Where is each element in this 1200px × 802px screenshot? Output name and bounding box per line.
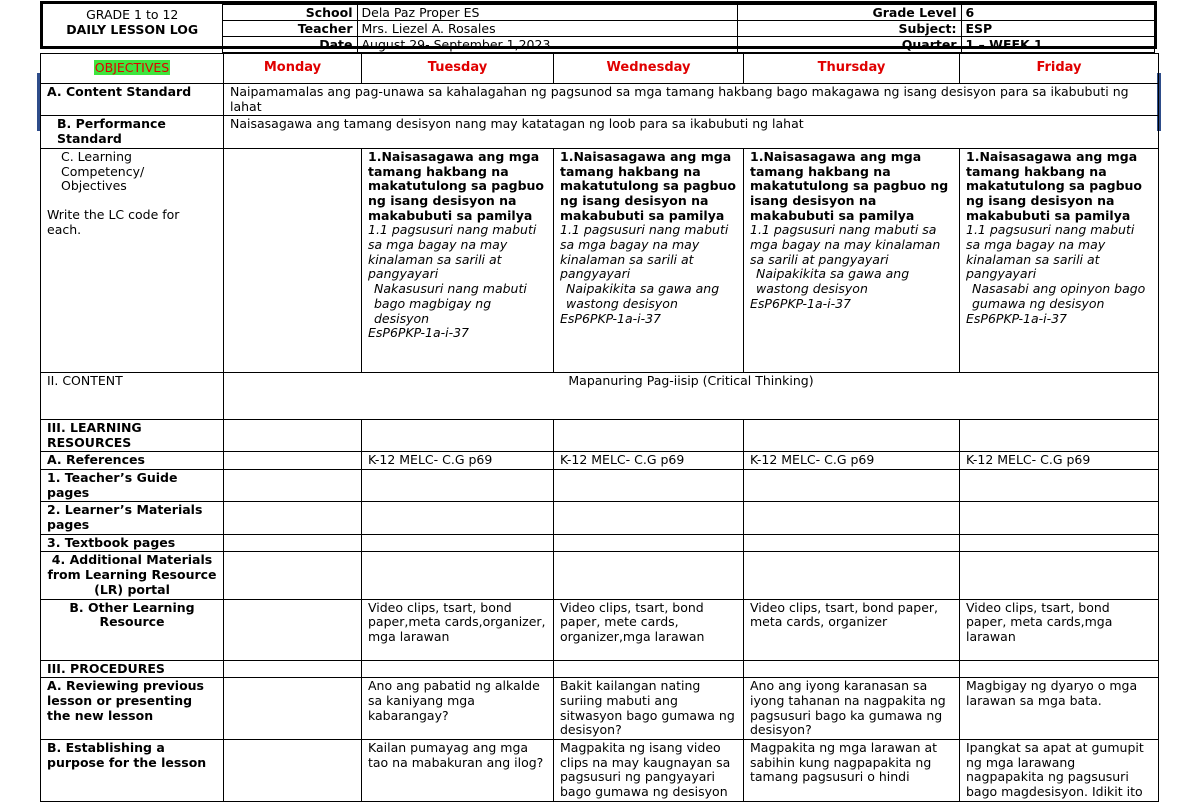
review-label: A. Reviewing previous lesson or presenting the new lesson	[41, 678, 224, 740]
review-row	[41, 678, 1159, 740]
log-title: DAILY LESSON LOG	[66, 21, 199, 37]
performance-standard-row	[41, 116, 1159, 148]
purpose-wednesday: Magpakita ng isang video clips na may kaugnayan sa pagsusuri ng pangyayari bago gumawa ng desisyon	[554, 740, 744, 802]
review-friday: Magbigay ng dyaryo o mga larawan sa mga bata.	[960, 678, 1159, 740]
learning-competency-label: C. Learning Competency/ Objectives	[61, 148, 145, 194]
performance-standard-text: Naisasagawa ang tamang desisyon nang may katatagan ng loob para sa ikabubuti ng lahat	[224, 116, 1159, 148]
references-label: A. References	[41, 452, 224, 470]
review-tuesday: Ano ang pabatid ng alkalde sa kaniyang mga kabarangay?	[362, 678, 554, 740]
performance-standard-label: B. Performance Standard	[41, 116, 224, 148]
lc-wednesday: 1.Naisasagawa ang mga tamang hakbang na makatutulong sa pagbuo ng isang desisyon na makabubuti sa pamilya 1.1 pagsusuri nang mabuti sa mga bagay na may kinalaman sa sarili at pangyayari Naipakikita sa gawa ang wastong desisyon EsP6PKP-1a-i-37	[554, 148, 744, 372]
learners-materials-row	[41, 502, 1159, 534]
lc-thursday: 1.Naisasagawa ang mga tamang hakbang na makatutulong sa pagbuo ng isang desisyon na makabubuti sa pamilya 1.1 pagsusuri nang mabuti sa mga bagay na may kinalaman sa sarili at pangyayari Naipakikita sa gawa ang wastong desisyon EsP6PKP-1a-i-37	[744, 148, 960, 372]
other-resources-tuesday: Video clips, tsart, bond paper,meta cards,organizer, mga larawan	[362, 599, 554, 660]
lc-tuesday: 1.Naisasagawa ang mga tamang hakbang na makatutulong sa pagbuo ng isang desisyon na makabubuti sa pamilya 1.1 pagsusuri nang mabuti sa mga bagay na may kinalaman sa sarili at pangyayari Nakasusuri nang mabuti bago magbigay ng desisyon EsP6PKP-1a-i-37	[362, 148, 554, 372]
learning-resources-row	[41, 419, 1159, 451]
lesson-table	[40, 53, 1159, 802]
learning-resources-label: III. LEARNING RESOURCES	[41, 419, 224, 451]
other-resources-friday: Video clips, tsart, bond paper, meta cards,mga larawan	[960, 599, 1159, 660]
other-resources-thursday: Video clips, tsart, bond paper, meta cards, organizer	[744, 599, 960, 660]
additional-materials-label: 4. Additional Materials from Learning Resource (LR) portal	[41, 552, 224, 599]
teacher-label: Teacher	[222, 21, 357, 37]
content-standard-label: A. Content Standard	[41, 84, 224, 116]
procedures-label: III. PROCEDURES	[41, 660, 224, 678]
learning-competency-row	[41, 148, 1159, 372]
content-standard-row	[41, 84, 1159, 116]
learning-competency-label-cell	[41, 148, 224, 372]
other-resources-row	[41, 599, 1159, 660]
date-label: Date	[222, 37, 357, 53]
teachers-guide-row	[41, 469, 1159, 501]
review-thursday: Ano ang iyong karanasan sa iyong tahanan na nagpakita ng pagsusuri bago ka gumawa ng desisyon?	[744, 678, 960, 740]
day-header-thursday: Thursday	[744, 54, 960, 84]
references-row	[41, 452, 1159, 470]
header-block	[40, 1, 1157, 52]
purpose-thursday: Magpakita ng mga larawan at sabihin kung nagpapakita ng tamang pagsusuri o hindi	[744, 740, 960, 802]
day-header-row	[41, 54, 1159, 84]
references-tuesday: K-12 MELC- C.G p69	[362, 452, 554, 470]
textbook-row	[41, 534, 1159, 552]
purpose-tuesday: Kailan pumayag ang mga tao na mabakuran ang ilog?	[362, 740, 554, 802]
references-thursday: K-12 MELC- C.G p69	[744, 452, 960, 470]
procedures-row	[41, 660, 1159, 678]
teacher-value: Mrs. Liezel A. Rosales	[357, 21, 737, 37]
header-brand	[43, 5, 222, 53]
purpose-row	[41, 740, 1159, 802]
objectives-header: OBJECTIVES	[41, 54, 224, 84]
review-wednesday: Bakit kailangan nating suriing mabuti ang sitwasyon bago gumawa ng desisyon?	[554, 678, 744, 740]
grade-level-value: 6	[961, 5, 1154, 21]
school-label: School	[222, 5, 357, 21]
additional-materials-row	[41, 552, 1159, 599]
learners-materials-label: 2. Learner’s Materials pages	[41, 502, 224, 534]
school-value: Dela Paz Proper ES	[357, 5, 737, 21]
references-wednesday: K-12 MELC- C.G p69	[554, 452, 744, 470]
day-header-friday: Friday	[960, 54, 1159, 84]
purpose-label: B. Establishing a purpose for the lesson	[41, 740, 224, 802]
teachers-guide-label: 1. Teacher’s Guide pages	[41, 469, 224, 501]
references-friday: K-12 MELC- C.G p69	[960, 452, 1159, 470]
date-value: August 29- September 1,2023	[357, 37, 737, 53]
textbook-label: 3. Textbook pages	[41, 534, 224, 552]
subject-value: ESP	[961, 21, 1154, 37]
content-label: II. CONTENT	[41, 372, 224, 419]
content-row	[41, 372, 1159, 419]
content-text: Mapanuring Pag-iisip (Critical Thinking)	[224, 372, 1159, 419]
quarter-label: Quarter	[737, 37, 961, 53]
other-resources-wednesday: Video clips, tsart, bond paper, mete cards, organizer,mga larawan	[554, 599, 744, 660]
lc-monday	[224, 148, 362, 372]
day-header-monday: Monday	[224, 54, 362, 84]
content-standard-text: Naipamamalas ang pag-unawa sa kahalagahan ng pagsunod sa mga tamang hakbang bago makagawa ng isang desisyon para sa ikabubuti ng lahat	[224, 84, 1159, 116]
purpose-friday: Ipangkat sa apat at gumupit ng mga larawang nagpapakita ng pagsusuri bago magdesisyon. Idikit ito	[960, 740, 1159, 802]
grade-range: GRADE 1 to 12	[86, 6, 179, 22]
grade-level-label: Grade Level	[737, 5, 961, 21]
day-header-wednesday: Wednesday	[554, 54, 744, 84]
lc-note: Write the LC code for each.	[47, 206, 180, 237]
other-resources-label: B. Other Learning Resource	[41, 599, 224, 660]
quarter-value: 1 – WEEK 1	[961, 37, 1154, 53]
subject-label: Subject:	[737, 21, 961, 37]
lc-friday: 1.Naisasagawa ang mga tamang hakbang na makatutulong sa pagbuo ng isang desisyon na makabubuti sa pamilya 1.1 pagsusuri nang mabuti sa mga bagay na may kinalaman sa sarili at pangyayari Nasasabi ang opinyon bago gumawa ng desisyon EsP6PKP-1a-i-37	[960, 148, 1159, 372]
day-header-tuesday: Tuesday	[362, 54, 554, 84]
